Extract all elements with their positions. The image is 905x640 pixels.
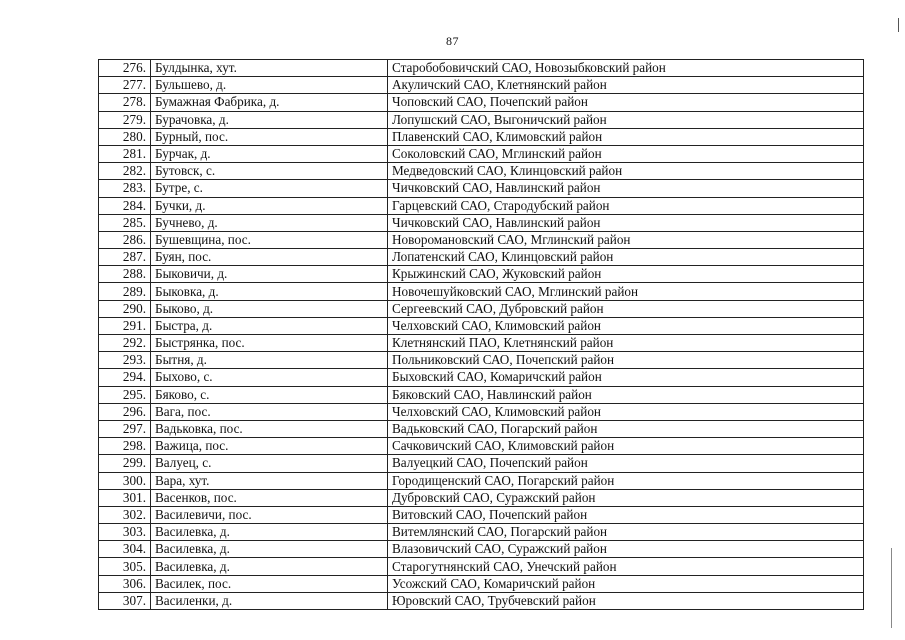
settlement-name: Булдынка, хут.	[151, 60, 388, 77]
administrative-district: Соколовский САО, Мглинский район	[388, 145, 864, 162]
administrative-district: Бяковский САО, Навлинский район	[388, 386, 864, 403]
row-number: 304.	[99, 541, 151, 558]
administrative-district: Чоповский САО, Почепский район	[388, 94, 864, 111]
page-number: 87	[446, 34, 459, 48]
scan-mark-right-edge	[891, 548, 892, 628]
table-row	[99, 592, 864, 609]
administrative-district: Сачковичский САО, Климовский район	[388, 438, 864, 455]
administrative-district: Старогутнянский САО, Унечский район	[388, 558, 864, 575]
settlement-name: Бушевщина, пос.	[151, 231, 388, 248]
settlement-name: Василевка, д.	[151, 541, 388, 558]
table-row	[99, 111, 864, 128]
table-row	[99, 575, 864, 592]
table-row	[99, 369, 864, 386]
administrative-district: Вадьковский САО, Погарский район	[388, 420, 864, 437]
settlement-name: Бучки, д.	[151, 197, 388, 214]
row-number: 292.	[99, 335, 151, 352]
settlement-name: Бурный, пос.	[151, 128, 388, 145]
settlement-name: Быхово, с.	[151, 369, 388, 386]
row-number: 296.	[99, 403, 151, 420]
table-row	[99, 489, 864, 506]
row-number: 278.	[99, 94, 151, 111]
settlement-name: Бурачовка, д.	[151, 111, 388, 128]
row-number: 299.	[99, 455, 151, 472]
administrative-district: Усожский САО, Комаричский район	[388, 575, 864, 592]
row-number: 293.	[99, 352, 151, 369]
settlement-name: Бутовск, с.	[151, 163, 388, 180]
row-number: 300.	[99, 472, 151, 489]
administrative-district: Витовский САО, Почепский район	[388, 506, 864, 523]
administrative-district: Сергеевский САО, Дубровский район	[388, 300, 864, 317]
administrative-district: Клетнянский ПАО, Клетнянский район	[388, 335, 864, 352]
table-row	[99, 438, 864, 455]
administrative-district: Дубровский САО, Суражский район	[388, 489, 864, 506]
administrative-district: Гарцевский САО, Стародубский район	[388, 197, 864, 214]
table-row	[99, 94, 864, 111]
row-number: 283.	[99, 180, 151, 197]
row-number: 284.	[99, 197, 151, 214]
administrative-district: Городищенский САО, Погарский район	[388, 472, 864, 489]
row-number: 276.	[99, 60, 151, 77]
row-number: 279.	[99, 111, 151, 128]
table-row	[99, 266, 864, 283]
settlement-name: Вара, хут.	[151, 472, 388, 489]
row-number: 294.	[99, 369, 151, 386]
administrative-district: Лопатенский САО, Клинцовский район	[388, 249, 864, 266]
settlement-name: Бучнево, д.	[151, 214, 388, 231]
table-row	[99, 163, 864, 180]
administrative-district: Челховский САО, Климовский район	[388, 317, 864, 334]
row-number: 287.	[99, 249, 151, 266]
table-row	[99, 197, 864, 214]
row-number: 289.	[99, 283, 151, 300]
settlement-name: Бутре, с.	[151, 180, 388, 197]
table-row	[99, 420, 864, 437]
settlement-name: Быковка, д.	[151, 283, 388, 300]
table-row	[99, 283, 864, 300]
settlement-name: Бяково, с.	[151, 386, 388, 403]
table-row	[99, 335, 864, 352]
settlement-name: Василевка, д.	[151, 524, 388, 541]
row-number: 295.	[99, 386, 151, 403]
table-row	[99, 249, 864, 266]
table-row	[99, 541, 864, 558]
row-number: 305.	[99, 558, 151, 575]
row-number: 286.	[99, 231, 151, 248]
row-number: 301.	[99, 489, 151, 506]
table-row	[99, 77, 864, 94]
settlement-name: Валуец, с.	[151, 455, 388, 472]
table-row	[99, 558, 864, 575]
administrative-district: Лопушский САО, Выгоничский район	[388, 111, 864, 128]
row-number: 288.	[99, 266, 151, 283]
settlement-name: Василек, пос.	[151, 575, 388, 592]
table-row	[99, 524, 864, 541]
row-number: 303.	[99, 524, 151, 541]
settlement-name: Вадьковка, пос.	[151, 420, 388, 437]
settlement-name: Василевка, д.	[151, 558, 388, 575]
row-number: 298.	[99, 438, 151, 455]
row-number: 281.	[99, 145, 151, 162]
administrative-district: Челховский САО, Климовский район	[388, 403, 864, 420]
row-number: 285.	[99, 214, 151, 231]
settlement-name: Бульшево, д.	[151, 77, 388, 94]
settlements-table	[98, 59, 864, 610]
settlements-table-body	[99, 60, 864, 610]
row-number: 297.	[99, 420, 151, 437]
settlement-name: Вага, пос.	[151, 403, 388, 420]
table-row	[99, 231, 864, 248]
settlement-name: Быстрянка, пос.	[151, 335, 388, 352]
administrative-district: Акуличский САО, Клетнянский район	[388, 77, 864, 94]
administrative-district: Новочешуйковский САО, Мглинский район	[388, 283, 864, 300]
row-number: 277.	[99, 77, 151, 94]
administrative-district: Новоромановский САО, Мглинский район	[388, 231, 864, 248]
administrative-district: Влазовичский САО, Суражский район	[388, 541, 864, 558]
administrative-district: Чичковский САО, Навлинский район	[388, 180, 864, 197]
settlement-name: Важица, пос.	[151, 438, 388, 455]
table-row	[99, 180, 864, 197]
row-number: 290.	[99, 300, 151, 317]
settlement-name: Василенки, д.	[151, 592, 388, 609]
table-row	[99, 128, 864, 145]
table-row	[99, 472, 864, 489]
administrative-district: Польниковский САО, Почепский район	[388, 352, 864, 369]
table-row	[99, 145, 864, 162]
table-row	[99, 300, 864, 317]
administrative-district: Юровский САО, Трубчевский район	[388, 592, 864, 609]
row-number: 302.	[99, 506, 151, 523]
row-number: 306.	[99, 575, 151, 592]
settlement-name: Бумажная Фабрика, д.	[151, 94, 388, 111]
row-number: 307.	[99, 592, 151, 609]
settlement-name: Василевичи, пос.	[151, 506, 388, 523]
row-number: 291.	[99, 317, 151, 334]
administrative-district: Быховский САО, Комаричский район	[388, 369, 864, 386]
table-row	[99, 403, 864, 420]
table-row	[99, 455, 864, 472]
table-row	[99, 506, 864, 523]
row-number: 282.	[99, 163, 151, 180]
row-number: 280.	[99, 128, 151, 145]
settlement-name: Бурчак, д.	[151, 145, 388, 162]
administrative-district: Плавенский САО, Климовский район	[388, 128, 864, 145]
table-row	[99, 352, 864, 369]
settlement-name: Быстра, д.	[151, 317, 388, 334]
settlement-name: Васенков, пос.	[151, 489, 388, 506]
administrative-district: Чичковский САО, Навлинский район	[388, 214, 864, 231]
table-row	[99, 60, 864, 77]
table-row	[99, 386, 864, 403]
administrative-district: Витемлянский САО, Погарский район	[388, 524, 864, 541]
settlement-name: Быковичи, д.	[151, 266, 388, 283]
table-row	[99, 214, 864, 231]
settlement-name: Бытня, д.	[151, 352, 388, 369]
settlement-name: Быково, д.	[151, 300, 388, 317]
administrative-district: Крыжинский САО, Жуковский район	[388, 266, 864, 283]
settlement-name: Буян, пос.	[151, 249, 388, 266]
table-row	[99, 317, 864, 334]
administrative-district: Валуецкий САО, Почепский район	[388, 455, 864, 472]
administrative-district: Медведовский САО, Клинцовский район	[388, 163, 864, 180]
scan-mark-top-right	[898, 18, 899, 32]
administrative-district: Старобобовичский САО, Новозыбковский район	[388, 60, 864, 77]
